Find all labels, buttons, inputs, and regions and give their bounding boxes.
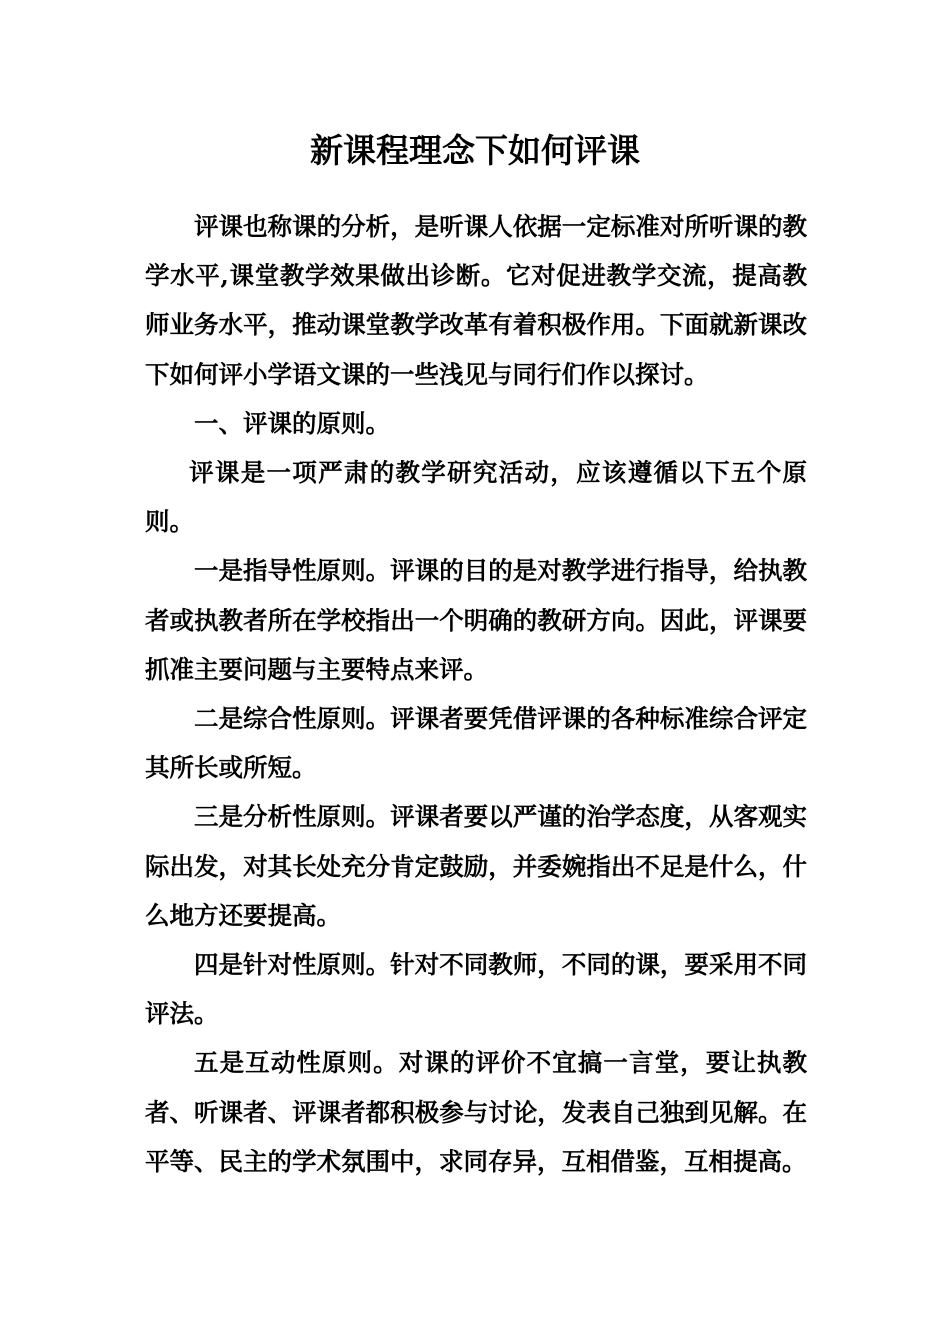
paragraph-principle-targeted: 四是针对性原则。针对不同教师，不同的课，要采用不同评法。 xyxy=(145,950,807,1029)
paragraph-principles-intro: 评课是一项严肃的教学研究活动，应该遵循以下五个原则。 xyxy=(145,458,807,537)
paragraph-intro: 评课也称课的分析，是听课人依据一定标准对所听课的教学水平,课堂教学效果做出诊断。它对促进教学交流，提高教师业务水平，推动课堂教学改革有着积极作用。下面就新课改下如何评小学语文课的一些浅见与同行们作以探讨。 xyxy=(145,212,807,389)
paragraph-principle-guidance: 一是指导性原则。评课的目的是对教学进行指导，给执教者或执教者所在学校指出一个明确的教研方向。因此，评课要抓准主要问题与主要特点来评。 xyxy=(145,556,807,684)
section-heading-principles: 一、评课的原则。 xyxy=(194,408,390,438)
paragraph-principle-analytical: 三是分析性原则。评课者要以严谨的治学态度，从客观实际出发，对其长处充分肯定鼓励，并委婉指出不足是什么，什么地方还要提高。 xyxy=(145,802,807,930)
document-title: 新课程理念下如何评课 xyxy=(310,131,640,170)
paragraph-principle-interactive: 五是互动性原则。对课的评价不宜搞一言堂，要让执教者、听课者、评课者都积极参与讨论，发表自己独到见解。在平等、民主的学术氛围中，求同存异，互相借鉴，互相提高。 xyxy=(145,1048,807,1176)
document-body xyxy=(145,202,807,1186)
paragraph-principle-comprehensive: 二是综合性原则。评课者要凭借评课的各种标准综合评定其所长或所短。 xyxy=(145,704,807,783)
